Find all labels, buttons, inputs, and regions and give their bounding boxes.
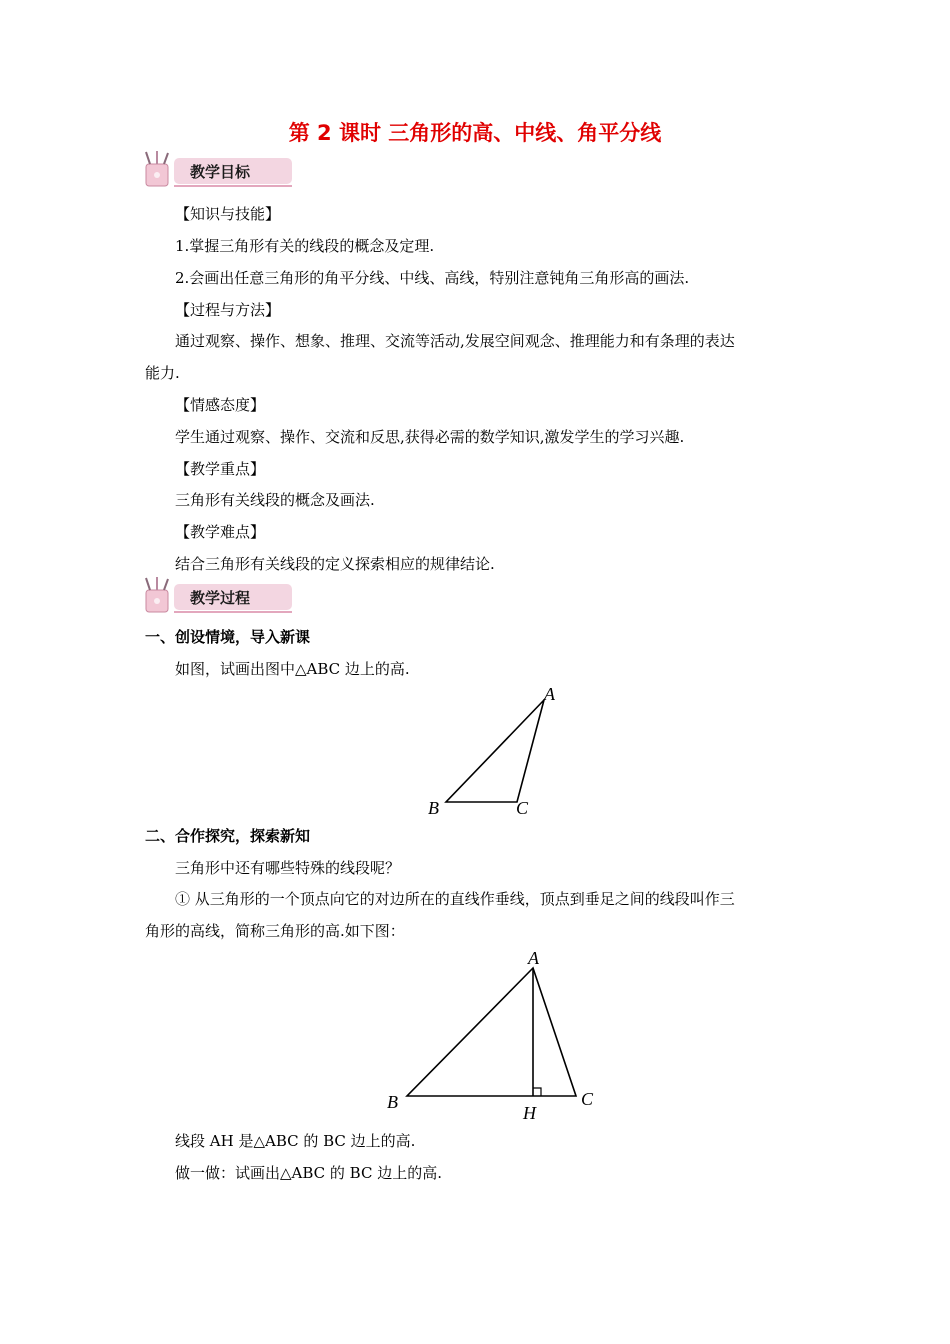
triangle-figure-1 xyxy=(420,682,570,820)
foot-label-h: H xyxy=(523,1103,536,1123)
heading-knowledge: 【知识与技能】 xyxy=(175,205,281,223)
section-heading-2: 二、合作探究，探索新知 xyxy=(145,827,311,845)
process-method-text-cont: 能力. xyxy=(145,364,180,382)
pencil-cup-icon xyxy=(146,577,168,612)
banner-process-label: 教学过程 xyxy=(190,589,251,607)
exercise-text: 做一做：试画出△ABC 的 BC 边上的高. xyxy=(175,1164,442,1182)
banner-goals-label: 教学目标 xyxy=(190,163,251,181)
process-method-text: 通过观察、操作、想象、推理、交流等活动,发展空间观念、推理能力和有条理的表达 xyxy=(175,332,735,350)
section-heading-1: 一、创设情境，导入新课 xyxy=(145,628,311,646)
vertex-label-a: A xyxy=(528,948,539,968)
heading-process-method: 【过程与方法】 xyxy=(175,301,281,319)
section-banner-goals xyxy=(140,150,300,190)
triangle-figure-2 xyxy=(380,944,610,1124)
knowledge-item-2: 2.会画出任意三角形的角平分线、中线、高线，特别注意钝角三角形高的画法. xyxy=(175,269,690,287)
vertex-label-a: A xyxy=(544,684,555,704)
vertex-label-c: C xyxy=(581,1089,594,1109)
vertex-label-b: B xyxy=(387,1092,398,1112)
altitude-statement: 线段 AH 是△ABC 的 BC 边上的高. xyxy=(175,1132,416,1150)
section-2-question: 三角形中还有哪些特殊的线段呢？ xyxy=(175,859,401,877)
section-1-text: 如图，试画出图中△ABC 边上的高. xyxy=(175,660,410,678)
pencil-cup-icon xyxy=(146,151,168,186)
difficulty-text: 结合三角形有关线段的定义探索相应的规律结论. xyxy=(175,555,495,573)
vertex-label-b: B xyxy=(428,798,439,818)
heading-attitude: 【情感态度】 xyxy=(175,396,266,414)
definition-line-1: ① 从三角形的一个顶点向它的对边所在的直线作垂线，顶点到垂足之间的线段叫作三 xyxy=(175,890,735,908)
triangle-abc xyxy=(446,700,544,802)
page-title: 第 2 课时 三角形的高、中线、角平分线 xyxy=(288,121,662,145)
heading-key-point: 【教学重点】 xyxy=(175,460,266,478)
key-point-text: 三角形有关线段的概念及画法. xyxy=(175,491,375,509)
attitude-text: 学生通过观察、操作、交流和反思,获得必需的数学知识,激发学生的学习兴趣. xyxy=(175,428,685,446)
section-banner-process xyxy=(140,576,300,616)
knowledge-item-1: 1.掌握三角形有关的线段的概念及定理. xyxy=(175,237,435,255)
definition-line-2: 角形的高线，简称三角形的高.如下图： xyxy=(145,922,405,940)
right-angle-mark xyxy=(533,1088,541,1096)
heading-difficulty: 【教学难点】 xyxy=(175,523,266,541)
triangle-abc xyxy=(407,968,576,1096)
vertex-label-c: C xyxy=(516,798,529,818)
